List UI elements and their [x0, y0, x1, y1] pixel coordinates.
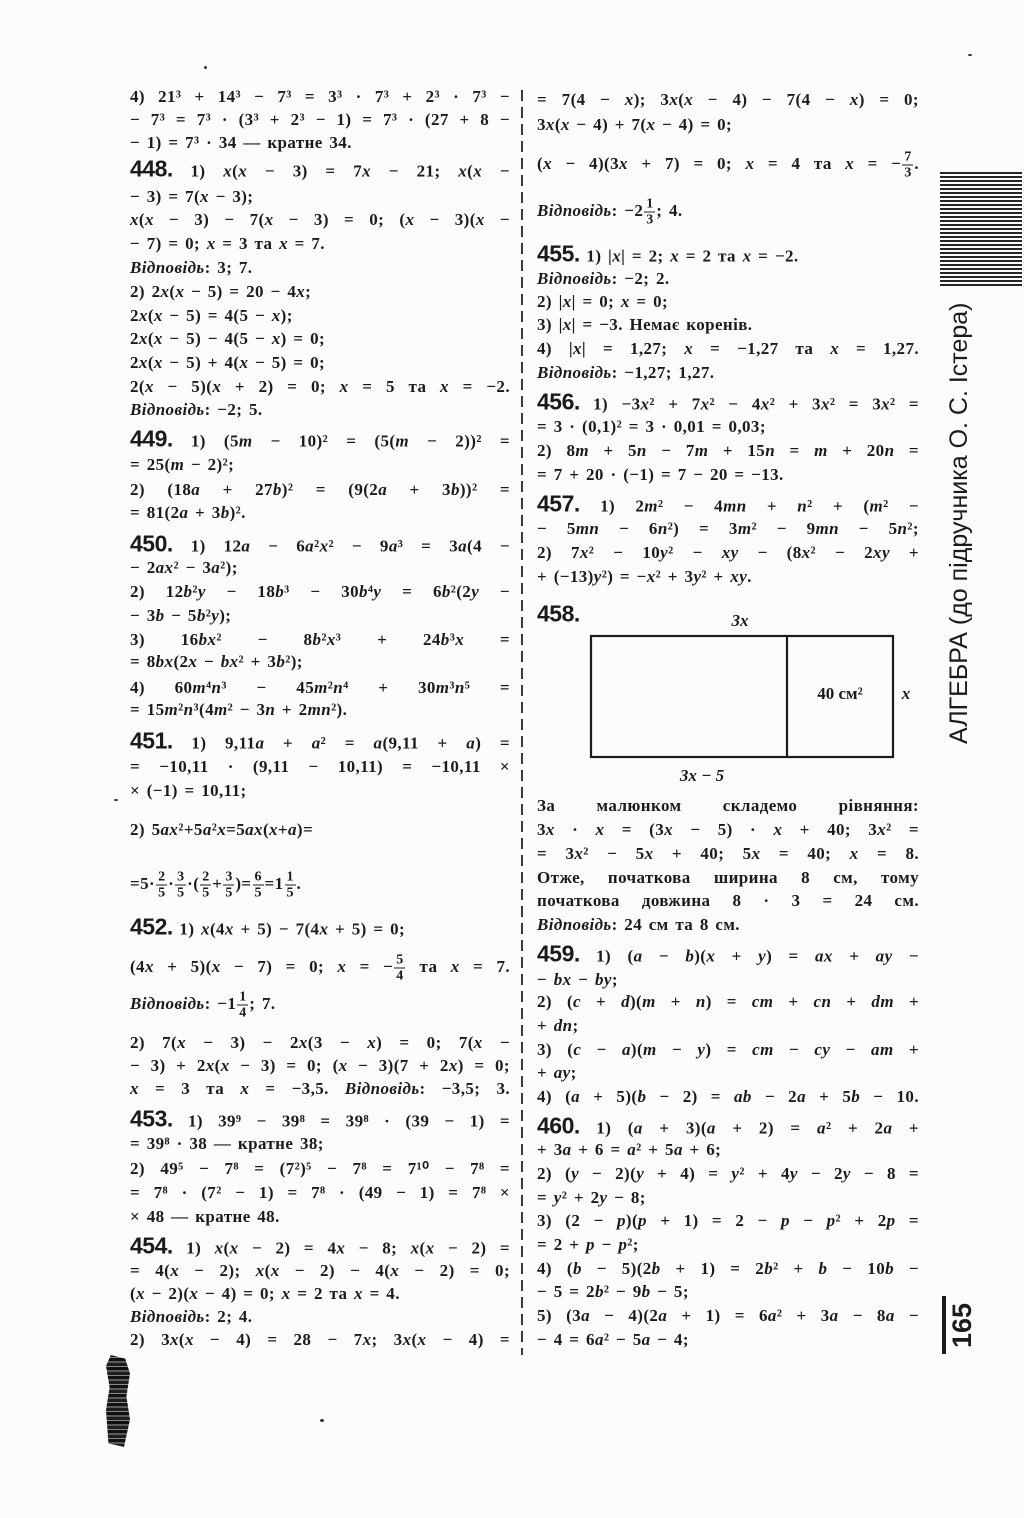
problem-number: 449.	[130, 425, 173, 452]
fraction	[902, 150, 913, 181]
text-line	[130, 1232, 510, 1259]
line-text: = 25(m − 2)²;	[130, 455, 235, 474]
text-line	[130, 210, 510, 230]
line-text: 2x(x − 5) = 4(5 − x);	[130, 306, 293, 325]
text-line	[537, 1016, 919, 1036]
line-text: 3) 16bx² − 8b²x³ + 24b³x =	[130, 630, 510, 649]
text-line	[130, 630, 510, 650]
line-text: Відповідь: −1	[130, 993, 237, 1013]
text-line	[130, 1261, 510, 1281]
line-text: 4) 21³ + 14³ − 7³ = 3³ · 7³ + 2³ · 7³ −	[130, 87, 510, 106]
line-text: + (−13)y²) = −x² + 3y² + xy.	[537, 567, 752, 586]
line-text: 1) 12a − 6a²x² − 9a³ = 3a(4 −	[190, 536, 510, 556]
line-text: − 1) = 7³ · 34 — кратне 34.	[130, 133, 352, 152]
problem-number: 451.	[130, 727, 173, 754]
line-text: + 3a + 6 = a² + 5a + 6;	[537, 1140, 722, 1159]
text-line	[537, 1063, 919, 1083]
text-line	[537, 891, 919, 911]
line-text: 2) 3x(x − 4) = 28 − 7x; 3x(x − 4) =	[130, 1330, 510, 1349]
text-line	[537, 940, 919, 967]
page-number: 165	[947, 1302, 977, 1348]
line-text: За малюнком складемо рівняння:	[537, 796, 919, 815]
text-line	[130, 187, 510, 207]
line-text: 4) 60m⁴n³ − 45m²n⁴ + 30m³n⁵ =	[130, 678, 511, 697]
fraction	[394, 953, 405, 984]
text-line	[130, 530, 510, 557]
line-text: = −10,11 · (9,11 − 10,11) = −10,11 ×	[130, 757, 510, 776]
area-label: 40 см²	[817, 684, 863, 703]
fraction	[285, 870, 296, 901]
text-line	[130, 1183, 510, 1203]
line-text: 4) (a + 5)(b − 2) = ab − 2a + 5b − 10.	[537, 1087, 919, 1106]
line-text: − 4 = 6a² − 5a − 4;	[537, 1330, 689, 1349]
fraction-numerator: 7	[904, 149, 912, 165]
line-text: = 7(4 − x); 3x(x − 4) − 7(4 − x) = 0;	[537, 90, 919, 109]
fraction-denominator: 3	[646, 212, 654, 228]
fraction-denominator: 5	[177, 885, 185, 901]
text-line	[537, 1040, 919, 1060]
text-line	[130, 87, 510, 107]
text-line	[130, 1330, 510, 1350]
problem-number: 452.	[130, 913, 173, 940]
line-text: − 3) = 7(x − 3);	[130, 187, 254, 206]
text-line	[537, 315, 919, 335]
problem-number: 459.	[537, 940, 580, 967]
text-line	[537, 992, 919, 1012]
line-text: 1) x(x − 2) = 4x − 8; x(x − 2) =	[186, 1238, 510, 1258]
text-line	[537, 1259, 919, 1279]
thumb-index-stripes	[940, 172, 1022, 286]
fraction-numerator: 2	[158, 869, 166, 885]
line-text: ·(	[187, 873, 200, 893]
text-line	[537, 1330, 919, 1350]
line-text: 1) (a − b)(x + y) = ax + ay −	[596, 946, 919, 966]
fraction-numerator: 1	[646, 196, 654, 212]
line-text: ; 4.	[656, 200, 683, 220]
fraction	[223, 870, 234, 901]
text-line	[130, 1105, 510, 1132]
text-line	[130, 455, 510, 475]
line-text: − 3) + 2x(x − 3) = 0; (x − 3)(7 + 2x) = 0;	[130, 1056, 510, 1075]
line-text: Отже, початкова ширина 8 см, тому	[537, 868, 919, 887]
text-line	[130, 652, 510, 672]
fraction	[253, 870, 264, 901]
line-text: x(x − 3) − 7(x − 3) = 0; (x − 3)(x −	[130, 210, 510, 229]
text-line	[130, 306, 510, 326]
fraction-numerator: 6	[254, 869, 262, 885]
text-line	[537, 417, 919, 437]
text-line	[537, 1087, 919, 1107]
bottom-length-label: 3x − 5	[679, 766, 725, 785]
text-line	[130, 606, 510, 626]
line-text: 4) (b − 5)(2b + 1) = 2b² + b − 10b −	[537, 1259, 919, 1278]
fraction-numerator: 3	[225, 869, 233, 885]
line-text: 3) (2 − p)(p + 1) = 2 − p − p² + 2p =	[537, 1211, 919, 1230]
text-line	[130, 282, 510, 302]
line-text: 5) (3a − 4)(2a + 1) = 6a² + 3a − 8a −	[537, 1306, 919, 1325]
text-line	[130, 727, 510, 754]
line-text: 2) 5ax²+5a²x=5ax(x+a)=	[130, 820, 314, 839]
line-text: 2x(x − 5) − 4(5 − x) = 0;	[130, 329, 326, 348]
text-line	[130, 1307, 510, 1327]
text-line	[130, 353, 510, 373]
line-text: Відповідь: −1,27; 1,27.	[537, 363, 715, 382]
text-line	[130, 155, 510, 182]
side-width-label: x	[901, 684, 911, 703]
text-line	[537, 1140, 919, 1160]
text-line	[130, 1056, 510, 1076]
line-text: початкова довжина 8 · 3 = 24 см.	[537, 891, 919, 910]
text-line	[537, 543, 919, 563]
line-text: Відповідь: 3; 7.	[130, 258, 253, 277]
line-text: = 7 + 20 · (−1) = 7 − 20 = −13.	[537, 465, 784, 484]
fraction-numerator: 3	[177, 869, 185, 885]
text-line	[537, 150, 919, 181]
fraction-denominator: 4	[396, 968, 404, 984]
text-line	[537, 292, 919, 312]
line-text: .	[296, 873, 302, 893]
problem-number: 453.	[130, 1105, 173, 1132]
text-line	[537, 1306, 919, 1326]
page-number-bar	[942, 1296, 946, 1354]
line-text: − bx − by;	[537, 970, 618, 989]
line-text: = 4(x − 2); x(x − 2) − 4(x − 2) = 0;	[130, 1261, 511, 1280]
line-text: 3) (c − a)(m − y) = cm − cy − am +	[537, 1040, 919, 1059]
line-text: = 7⁸ · (7² − 1) = 7⁸ · (49 − 1) = 7⁸ ×	[130, 1183, 510, 1202]
book-side-title: АЛГЕБРА (до підручника О. С. Істера)	[945, 302, 973, 744]
top-length-label: 3x	[731, 611, 749, 630]
line-text: .	[914, 153, 920, 173]
text-line	[130, 400, 510, 420]
line-text: + dn;	[537, 1016, 579, 1035]
line-text: =5·	[130, 873, 156, 893]
line-text: Відповідь: −2	[537, 200, 644, 220]
line-text: 3x · x = (3x − 5) · x + 40; 3x² =	[537, 820, 919, 839]
text-line	[537, 115, 919, 135]
line-text: 2) (y − 2)(y + 4) = y² + 4y − 2y − 8 =	[537, 1164, 919, 1183]
line-text: 2) 12b²y − 18b³ − 30b⁴y = 6b²(2y −	[130, 582, 510, 601]
text-line	[130, 1207, 510, 1227]
fraction	[156, 870, 167, 901]
text-line	[537, 465, 919, 485]
text-line	[537, 1235, 919, 1255]
text-line	[537, 240, 919, 267]
text-line	[537, 820, 919, 840]
line-text: Відповідь: −2; 2.	[537, 269, 670, 288]
text-line	[130, 480, 510, 500]
line-text: 2) 7x² − 10y² − xy − (8x² − 2xy +	[537, 543, 919, 562]
text-line	[130, 1079, 510, 1099]
fraction-denominator: 5	[286, 885, 294, 901]
line-text: = y² + 2y − 8;	[537, 1188, 646, 1207]
fraction-numerator: 1	[286, 869, 294, 885]
line-text: 1) 9,11a + a² = a(9,11 + a) =	[191, 733, 510, 753]
text-line	[130, 329, 510, 349]
line-text: 2) (c + d)(m + n) = cm + cn + dm +	[537, 992, 920, 1011]
text-line	[537, 1188, 919, 1208]
fraction	[175, 870, 186, 901]
text-line	[130, 1159, 510, 1179]
text-line	[537, 441, 919, 461]
text-line	[537, 197, 919, 228]
line-text: = 81(2a + 3b)².	[130, 503, 246, 522]
text-line	[130, 820, 510, 840]
text-line	[537, 796, 919, 816]
text-line	[130, 503, 510, 523]
text-line	[130, 757, 510, 777]
text-line	[537, 363, 919, 383]
line-text: ·	[168, 873, 175, 893]
problem-number: 460.	[537, 1112, 580, 1139]
scan-speck	[204, 66, 207, 69]
text-line	[537, 970, 919, 990]
line-text: 1) |x| = 2; x = 2 та x = −2.	[586, 246, 799, 266]
text-line	[130, 913, 510, 940]
column-divider	[521, 90, 523, 1355]
line-text: (4x + 5)(x − 7) = 0; x = −	[130, 956, 394, 976]
text-line	[537, 1211, 919, 1231]
fraction-numerator: 1	[239, 989, 247, 1005]
line-text: + ay;	[537, 1063, 577, 1082]
line-text: 1) x(4x + 5) − 7(4x + 5) = 0;	[179, 919, 406, 939]
text-line	[130, 953, 510, 984]
line-text: 1) −3x² + 7x² − 4x² + 3x² = 3x² =	[593, 394, 919, 414]
text-line	[537, 567, 919, 587]
scan-speck	[968, 54, 972, 56]
line-text: = 3 · (0,1)² = 3 · 0,01 = 0,03;	[537, 417, 766, 436]
text-line	[130, 1284, 510, 1304]
line-text: − 7) = 0; x = 3 та x = 7.	[130, 234, 325, 253]
scan-speck	[114, 799, 118, 801]
line-text: 4) |x| = 1,27; x = −1,27 та x = 1,27.	[537, 339, 920, 358]
problem-number: 457.	[537, 490, 580, 517]
line-text: − 5mn − 6n²) = 3m² − 9mn − 5n²;	[537, 519, 919, 538]
text-line	[130, 1134, 510, 1154]
line-text: × 48 — кратне 48.	[130, 1207, 280, 1226]
problem-number: 456.	[537, 388, 580, 415]
line-text: 3) |x| = −3. Немає коренів.	[537, 315, 753, 334]
line-text: − 2ax² − 3a²);	[130, 558, 238, 577]
line-text: = 2 + p − p²;	[537, 1235, 639, 1254]
line-text: 2x(x − 5) + 4(x − 5) = 0;	[130, 353, 326, 372]
text-line	[130, 700, 510, 720]
text-line	[537, 1282, 919, 1302]
scan-edge-artifact	[106, 1355, 130, 1447]
line-text: Відповідь: −2; 5.	[130, 400, 263, 419]
fraction	[237, 990, 248, 1021]
problem-number: 458.	[537, 600, 580, 627]
problem-number: 455.	[537, 240, 580, 267]
line-text: 2) 2x(x − 5) = 20 − 4x;	[130, 282, 312, 301]
text-line	[130, 678, 510, 698]
problem-number: 448.	[130, 155, 173, 182]
fraction-denominator: 5	[254, 885, 262, 901]
text-line	[130, 110, 510, 130]
line-text: − 7³ = 7³ · (3³ + 2³ − 1) = 7³ · (27 + 8 −	[130, 110, 510, 129]
line-text: та x = 7.	[406, 956, 510, 976]
line-text: = 8bx(2x − bx² + 3b²);	[130, 652, 303, 671]
line-text: = 15m²n³(4m² − 3n + 2mn²).	[130, 700, 348, 719]
problem-number: 450.	[130, 530, 173, 557]
line-text: 2) (18a + 27b)² = (9(2a + 3b))² =	[130, 480, 511, 499]
text-line	[537, 269, 919, 289]
problem-number: 454.	[130, 1232, 173, 1259]
text-line	[537, 844, 919, 864]
line-text: 1) x(x − 3) = 7x − 21; x(x −	[190, 161, 510, 181]
line-text: 1) 2m² − 4mn + n² + (m² −	[600, 496, 920, 516]
scan-speck	[320, 1419, 324, 1422]
fraction-denominator: 5	[202, 885, 210, 901]
text-line	[130, 133, 510, 153]
text-line	[130, 582, 510, 602]
text-line	[537, 868, 919, 888]
line-text: = 3x² − 5x + 40; 5x = 40; x = 8.	[537, 844, 919, 863]
text-line	[537, 490, 920, 517]
line-text: 2) 49⁵ − 7⁸ = (7²)⁵ − 7⁸ = 7¹⁰ − 7⁸ =	[130, 1159, 510, 1178]
line-text: =1	[264, 873, 284, 893]
line-text: − 5 = 2b² − 9b − 5;	[537, 1282, 689, 1301]
line-text: (x − 4)(3x + 7) = 0; x = 4 та x = −	[537, 153, 902, 173]
text-line	[130, 425, 510, 452]
line-text: 1) (a + 3)(a + 2) = a² + 2a +	[596, 1118, 919, 1138]
fraction-denominator: 4	[239, 1005, 247, 1021]
line-text: 1) 39⁹ − 39⁸ = 39⁸ · (39 − 1) =	[187, 1111, 510, 1131]
line-text: × (−1) = 10,11;	[130, 781, 247, 800]
line-text: x = 3 та x = −3,5. Відповідь: −3,5; 3.	[130, 1079, 510, 1098]
text-line	[537, 915, 919, 935]
text-line	[537, 1112, 919, 1139]
text-line	[130, 1033, 510, 1053]
line-text: = 39⁸ · 38 — кратне 38;	[130, 1134, 324, 1153]
text-line	[537, 339, 919, 359]
text-line	[130, 781, 510, 801]
line-text: 2(x − 5)(x + 2) = 0; x = 5 та x = −2.	[130, 377, 510, 396]
text-line	[130, 990, 510, 1021]
line-text: +	[212, 873, 223, 893]
fraction-denominator: 5	[225, 885, 233, 901]
line-text: (x − 2)(x − 4) = 0; x = 2 та x = 4.	[130, 1284, 400, 1303]
text-line	[130, 234, 510, 254]
line-text: 2) 8m + 5n − 7m + 15n = m + 20n =	[537, 441, 920, 460]
text-line	[130, 870, 510, 901]
fraction-numerator: 5	[396, 952, 404, 968]
text-line	[537, 1164, 919, 1184]
text-line	[130, 377, 510, 397]
fraction-numerator: 2	[202, 869, 210, 885]
line-text: 1) (5m − 10)² = (5(m − 2))² =	[190, 431, 510, 451]
text-line	[537, 388, 919, 415]
fraction-denominator: 5	[158, 885, 166, 901]
line-text: 2) |x| = 0; x = 0;	[537, 292, 669, 311]
line-text: Відповідь: 24 см та 8 см.	[537, 915, 740, 934]
line-text: − 3b − 5b²y);	[130, 606, 232, 625]
text-line	[130, 258, 510, 278]
line-text: Відповідь: 2; 4.	[130, 1307, 253, 1326]
line-text: 2) 7(x − 3) − 2x(3 − x) = 0; 7(x −	[130, 1033, 510, 1052]
rectangle-diagram	[580, 600, 920, 790]
line-text: )=	[235, 873, 252, 893]
line-text: 3x(x − 4) + 7(x − 4) = 0;	[537, 115, 733, 134]
fraction	[200, 870, 211, 901]
fraction-denominator: 3	[904, 165, 912, 181]
text-line	[537, 519, 919, 539]
fraction	[644, 197, 655, 228]
text-line	[537, 90, 919, 110]
text-line	[130, 558, 510, 578]
line-text: ; 7.	[249, 993, 276, 1013]
